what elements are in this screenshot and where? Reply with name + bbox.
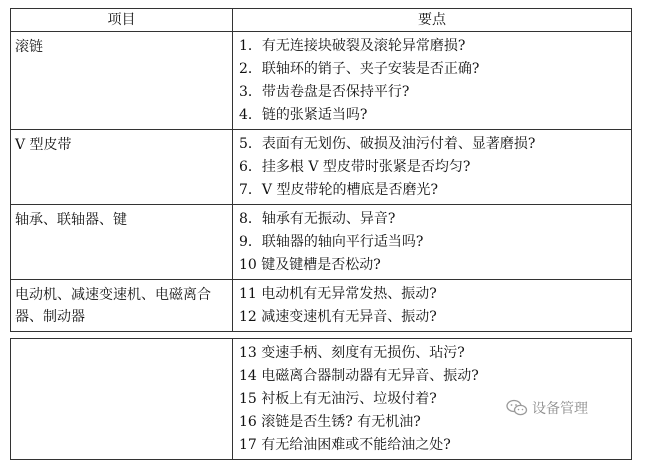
points-cell: [233, 280, 632, 332]
check-point: 7．V 型皮带轮的槽底是否磨光?: [239, 182, 438, 198]
check-point: 8．轴承有无振动、异音?: [239, 211, 396, 227]
inspection-table: [10, 8, 632, 332]
points-cell: [233, 205, 632, 280]
check-point: 14 电磁离合器制动器有无异音、振动?: [239, 368, 479, 384]
category-label: 电动机、减速变速机、电磁离合器、制动器: [15, 287, 211, 325]
check-point: 17 有无给油困难或不能给油之处?: [239, 437, 451, 453]
category-cell: [11, 205, 233, 280]
table-row: [11, 280, 632, 332]
check-point: 10 键及键槽是否松动?: [239, 257, 381, 273]
header-item: 项目: [11, 9, 233, 32]
category-label: V 型皮带: [15, 137, 72, 153]
points-cell: [233, 130, 632, 205]
table-row: [11, 130, 632, 205]
category-cell: [11, 32, 233, 130]
table-row: [11, 205, 632, 280]
check-point: 12 减速变速机有无异音、振动?: [239, 309, 437, 325]
check-point: 15 衬板上有无油污、垃圾付着?: [239, 391, 437, 407]
check-point: 2．联轴环的销子、夹子安装是否正确?: [239, 61, 480, 77]
check-point: 6．挂多根 V 型皮带时张紧是否均匀?: [239, 159, 471, 175]
watermark-text: 设备管理: [532, 401, 588, 417]
category-cell-empty: [11, 339, 233, 460]
check-point: 13 变速手柄、刻度有无损伤、玷污?: [239, 345, 465, 361]
category-cell: [11, 280, 233, 332]
table-row: [11, 32, 632, 130]
header-points: 要点: [233, 9, 632, 32]
table-header-row: [11, 9, 632, 32]
check-point: 5．表面有无划伤、破损及油污付着、显著磨损?: [239, 136, 536, 152]
inspection-table-frame: [10, 8, 631, 460]
check-point: 11 电动机有无异常发热、振动?: [239, 286, 437, 302]
check-point: 4．链的张紧适当吗?: [239, 107, 368, 123]
check-point: 1．有无连接块破裂及滚轮异常磨损?: [239, 38, 466, 54]
category-label: 轴承、联轴器、键: [15, 212, 127, 228]
check-point: 9．联轴器的轴向平行适当吗?: [239, 234, 424, 250]
check-point: 16 滚链是否生锈? 有无机油?: [239, 414, 421, 430]
category-label: 滚链: [15, 39, 43, 55]
wechat-icon: [506, 399, 528, 417]
watermark: [506, 398, 588, 418]
points-cell: [233, 32, 632, 130]
category-cell: [11, 130, 233, 205]
check-point: 3．带齿卷盘是否保持平行?: [239, 84, 410, 100]
